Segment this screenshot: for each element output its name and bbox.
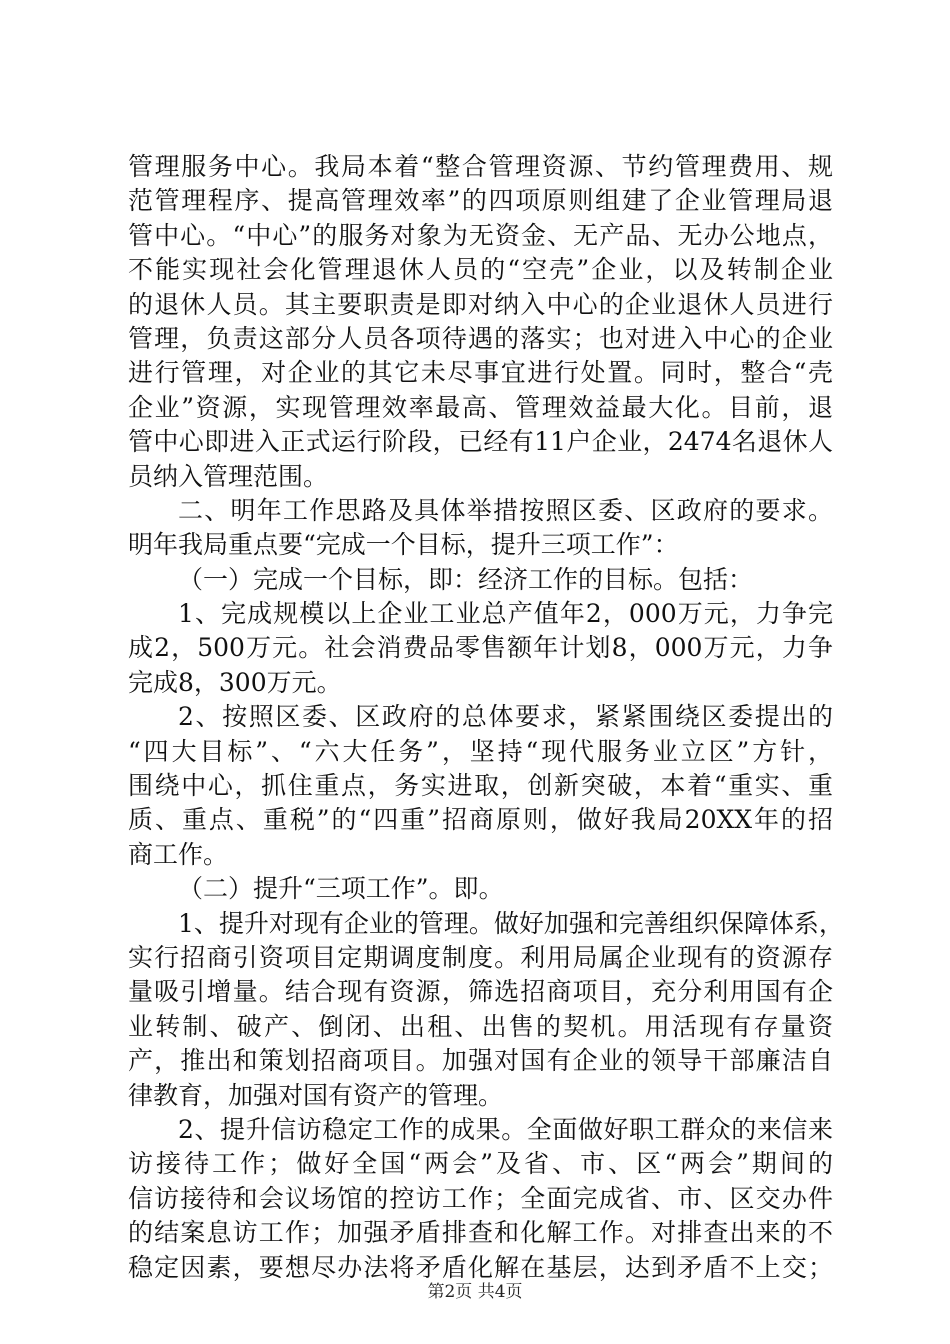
text-line: 2、提升信访稳定工作的成果。全面做好职工群众的来信来 <box>178 1114 833 1144</box>
text-line: 完成8，300万元。 <box>128 667 342 697</box>
text-line: 不能实现社会化管理退休人员的“空壳”企业，以及转制企业 <box>128 255 833 285</box>
document-body <box>128 150 844 1285</box>
page-footer: 第2页 共4页 <box>427 1282 523 1302</box>
text-line: 员纳入管理范围。 <box>128 461 329 491</box>
text-line: 进行管理，对企业的其它未尽事宜进行处置。同时，整合“壳 <box>128 358 833 388</box>
text-line: 管理服务中心。我局本着“整合管理资源、节约管理费用、规 <box>128 152 833 181</box>
text-line: 的退休人员。其主要职责是即对纳入中心的企业退休人员进行 <box>128 289 833 319</box>
text-line: 管理，负责这部分人员各项待遇的落实；也对进入中心的企业 <box>128 323 833 353</box>
text-line: 2、按照区委、区政府的总体要求，紧紧围绕区委提出的 <box>178 702 833 732</box>
text-line: 业转制、破产、倒闭、出租、出售的契机。用活现有存量资 <box>128 1011 833 1041</box>
text-line: 明年我局重点要“完成一个目标，提升三项工作”： <box>128 530 679 560</box>
text-line: 范管理程序、提高管理效率”的四项原则组建了企业管理局退 <box>128 186 833 216</box>
text-line: 1、提升对现有企业的管理。做好加强和完善组织保障体系， <box>178 908 844 938</box>
text-line: 的结案息访工作；加强矛盾排查和化解工作。对排查出来的不 <box>128 1218 833 1248</box>
text-line: 产，推出和策划招商项目。加强对国有企业的领导干部廉洁自 <box>128 1046 833 1076</box>
text-line: 管中心即进入正式运行阶段，已经有11户企业，2474名退休人 <box>128 427 833 457</box>
text-line: 实行招商引资项目定期调度制度。利用局属企业现有的资源存 <box>128 942 833 972</box>
text-line: 律教育，加强对国有资产的管理。 <box>128 1080 504 1110</box>
text-line: 量吸引增量。结合现有资源，筛选招商项目，充分利用国有企 <box>128 977 833 1007</box>
text-line: 信访接待和会议场馆的控访工作；全面完成省、市、区交办件 <box>128 1183 833 1213</box>
text-line: （一）完成一个目标，即：经济工作的目标。包括： <box>178 564 754 594</box>
text-line: “四大目标”、“六大任务”，坚持“现代服务业立区”方针， <box>128 736 833 766</box>
text-line: 管中心。“中心”的服务对象为无资金、无产品、无办公地点， <box>128 220 833 250</box>
text-line: 质、重点、重税”的“四重”招商原则，做好我局20XX年的招 <box>128 805 833 835</box>
text-line: 成2，500万元。社会消费品零售额年计划8，000万元，力争 <box>128 633 833 663</box>
text-line: 二、明年工作思路及具体举措按照区委、区政府的要求。 <box>178 495 833 525</box>
text-line: 企业”资源，实现管理效率最高、管理效益最大化。目前，退 <box>128 392 833 422</box>
text-line: 商工作。 <box>128 839 229 869</box>
text-line: 围绕中心，抓住重点，务实进取，创新突破，本着“重实、重 <box>128 771 833 801</box>
text-line: （二）提升“三项工作”。即。 <box>178 874 504 904</box>
text-line: 访接待工作；做好全国“两会”及省、市、区“两会”期间的 <box>128 1149 833 1179</box>
text-line: 1、完成规模以上企业工业总产值年2，000万元，力争完 <box>178 599 833 629</box>
text-line: 稳定因素，要想尽办法将矛盾化解在基层，达到矛盾不上交； <box>128 1252 833 1282</box>
